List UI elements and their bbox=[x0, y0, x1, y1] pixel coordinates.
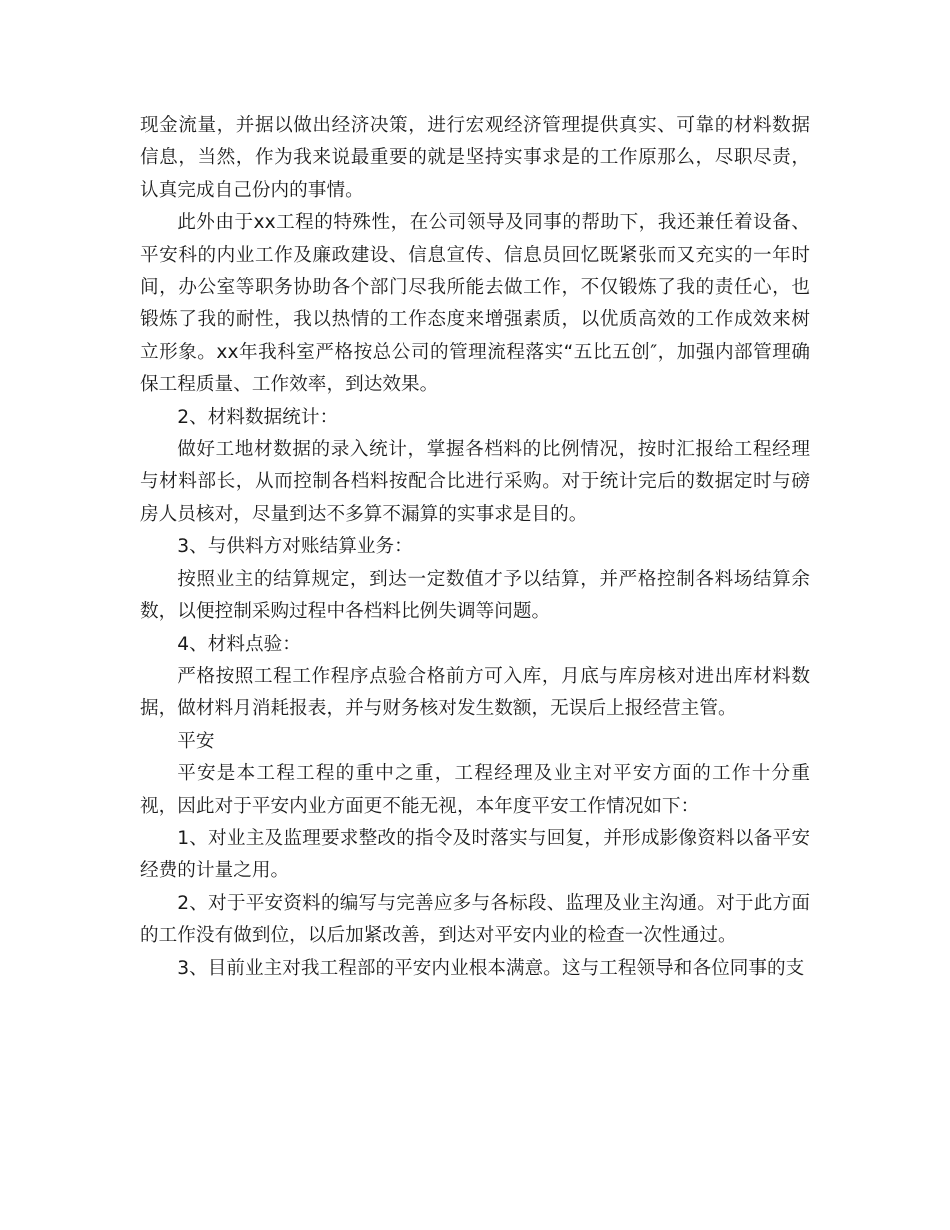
heading-material-inspection: 4、材料点验： bbox=[177, 633, 301, 655]
paragraph-supplier-settlement: 按照业主的结算规定，到达一定数值才予以结算，并严格控制各料场结算余数，以便控制采购过程中各档料比例失调等问题。 bbox=[140, 568, 810, 623]
heading-material-statistics: 2、材料数据统计： bbox=[177, 406, 339, 428]
heading-safety: 平安 bbox=[177, 730, 215, 752]
list-item-safety-1: 1、对业主及监理要求整改的指令及时落实与回复，并形成影像资料以备平安经费的计量之用。 bbox=[140, 827, 810, 882]
document-body bbox=[140, 110, 810, 985]
paragraph-material-inspection: 严格按照工程工作程序点验合格前方可入库，月底与库房核对进出库材料数据，做材料月消耗报表，并与财务核对发生数额，无误后上报经营主管。 bbox=[140, 665, 810, 720]
paragraph-safety-intro: 平安是本工程工程的重中之重，工程经理及业主对平安方面的工作十分重视，因此对于平安内业方面更不能无视，本年度平安工作情况如下： bbox=[140, 763, 810, 817]
heading-supplier-settlement: 3、与供料方对账结算业务： bbox=[177, 536, 413, 558]
paragraph-additional-duties: 此外由于xx工程的特殊性，在公司领导及同事的帮助下，我还兼任着设备、平安科的内业工作及廉政建设、信息宣传、信息员回忆既紧张而又充实的一年时间，办公室等职务协助各个部门尽我所能去做工作，不仅锻炼了我的责任心，也锻炼了我的耐性，我以热情的工作态度来增强素质，以优质高效的工作成效来树立形象。xx年我科室严格按总公司的管理流程落实“五比五创″，加强内部管理确保工程质量、工作效率，到达效果。 bbox=[140, 212, 810, 396]
list-item-safety-2: 2、对于平安资料的编写与完善应多与各标段、监理及业主沟通。对于此方面的工作没有做到位，以后加紧改善，到达对平安内业的检查一次性通过。 bbox=[140, 892, 810, 947]
list-item-safety-3: 3、目前业主对我工程部的平安内业根本满意。这与工程领导和各位同事的支 bbox=[177, 957, 805, 979]
paragraph-material-statistics: 做好工地材数据的录入统计，掌握各档料的比例情况，按时汇报给工程经理与材料部长，从而控制各档料按配合比进行采购。对于统计完后的数据定时与磅房人员核对，尽量到达不多算不漏算的实事求是目的。 bbox=[140, 439, 810, 525]
paragraph-cash-flow: 现金流量，并据以做出经济决策，进行宏观经济管理提供真实、可靠的材料数据信息，当然，作为我来说最重要的就是坚持实事求是的工作原那么，尽职尽责，认真完成自己份内的事情。 bbox=[140, 115, 810, 201]
